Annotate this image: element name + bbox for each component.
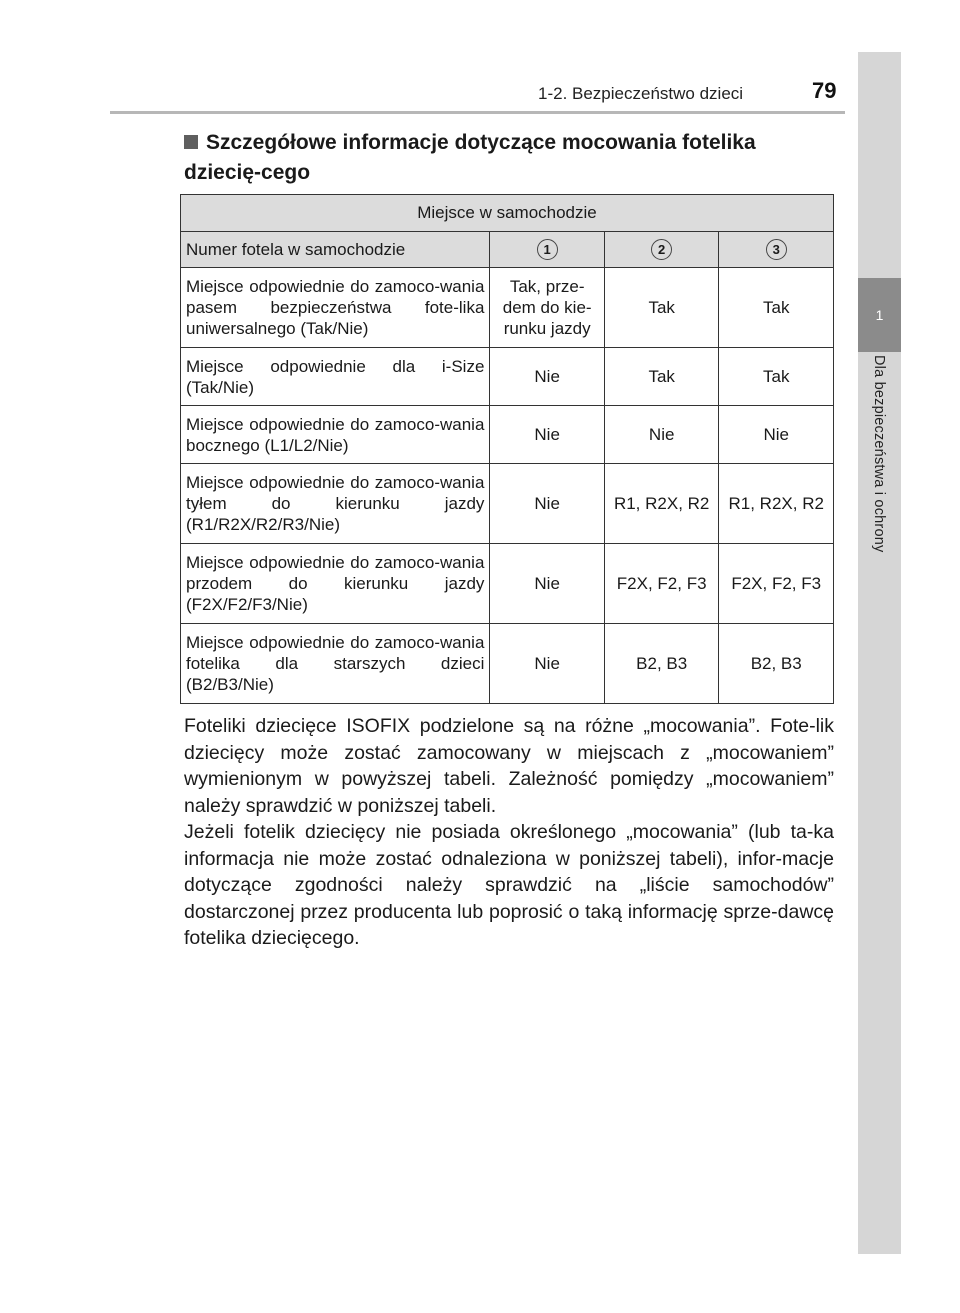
running-header-section: 1-2. Bezpieczeństwo dzieci	[538, 84, 744, 103]
circled-number: 2	[651, 239, 672, 260]
circled-number: 3	[766, 239, 787, 260]
cell-value: Tak	[719, 268, 834, 348]
table-row	[181, 268, 834, 348]
table-row	[181, 544, 834, 624]
cell-value: Tak	[604, 348, 719, 406]
cell-value: Nie	[490, 464, 605, 544]
seat-row-label: Numer fotela w samochodzie	[181, 232, 490, 268]
page-number: 79	[812, 78, 837, 103]
circled-number: 1	[537, 239, 558, 260]
section-heading-text: Szczegółowe informacje dotyczące mocowania fotelika dziecię-cego	[184, 131, 756, 184]
table-row	[181, 464, 834, 544]
cell-value: F2X, F2, F3	[719, 544, 834, 624]
seat-spec-table	[180, 194, 834, 704]
cell-value: R1, R2X, R2	[604, 464, 719, 544]
chapter-side-label: Dla bezpieczeństwa i ochrony	[871, 355, 887, 553]
row-label: Miejsce odpowiednie do zamoco-wania fotelika dla starszych dzieci (B2/B3/Nie)	[181, 624, 490, 704]
cell-value: R1, R2X, R2	[719, 464, 834, 544]
chapter-tab[interactable]: 1	[858, 278, 901, 352]
cell-value: B2, B3	[604, 624, 719, 704]
bullet-square-icon	[184, 135, 198, 149]
seat-number-3	[719, 232, 834, 268]
header-divider	[110, 111, 845, 114]
table-title: Miejsce w samochodzie	[181, 195, 834, 232]
table-row	[181, 624, 834, 704]
cell-value: Nie	[490, 406, 605, 464]
cell-value: Nie	[490, 544, 605, 624]
table-row	[181, 406, 834, 464]
table-title-row	[181, 195, 834, 232]
section-heading	[184, 128, 834, 188]
cell-value: Tak, prze-dem do kie-runku jazdy	[490, 268, 605, 348]
cell-value: Nie	[719, 406, 834, 464]
cell-value: Nie	[490, 348, 605, 406]
cell-value: Tak	[604, 268, 719, 348]
cell-value: F2X, F2, F3	[604, 544, 719, 624]
body-text	[184, 713, 834, 952]
row-label: Miejsce odpowiednie do zamoco-wania tyłem do kierunku jazdy (R1/R2X/R2/R3/Nie)	[181, 464, 490, 544]
cell-value: Tak	[719, 348, 834, 406]
chapter-side-strip	[858, 52, 901, 1254]
row-label: Miejsce odpowiednie do zamoco-wania pasem bezpieczeństwa fote-lika uniwersalnego (Tak/Nie)	[181, 268, 490, 348]
seat-number-2	[604, 232, 719, 268]
cell-value: Nie	[604, 406, 719, 464]
table-seat-number-row	[181, 232, 834, 268]
row-label: Miejsce odpowiednie dla i-Size (Tak/Nie)	[181, 348, 490, 406]
table-row	[181, 348, 834, 406]
seat-number-1	[490, 232, 605, 268]
paragraph: Jeżeli fotelik dziecięcy nie posiada określonego „mocowania” (lub ta-ka informacja nie może zostać odnaleziona w poniższej tabeli), infor-macje dotyczące zgodności należy sprawdzić na „liście samochodów” dostarczonej przez producenta lub poprosić o taką informację sprze-dawcę fotelika dziecięcego.	[184, 821, 834, 949]
cell-value: Nie	[490, 624, 605, 704]
cell-value: B2, B3	[719, 624, 834, 704]
row-label: Miejsce odpowiednie do zamoco-wania przodem do kierunku jazdy (F2X/F2/F3/Nie)	[181, 544, 490, 624]
paragraph: Foteliki dziecięce ISOFIX podzielone są na różne „mocowania”. Fote-lik dziecięcy może zostać zamocowany w miejscach z „mocowaniem” wymienionym w powyższej tabeli. Zależność pomiędzy „mocowaniem” należy sprawdzić w poniższej tabeli.	[184, 715, 834, 817]
row-label: Miejsce odpowiednie do zamoco-wania bocznego (L1/L2/Nie)	[181, 406, 490, 464]
